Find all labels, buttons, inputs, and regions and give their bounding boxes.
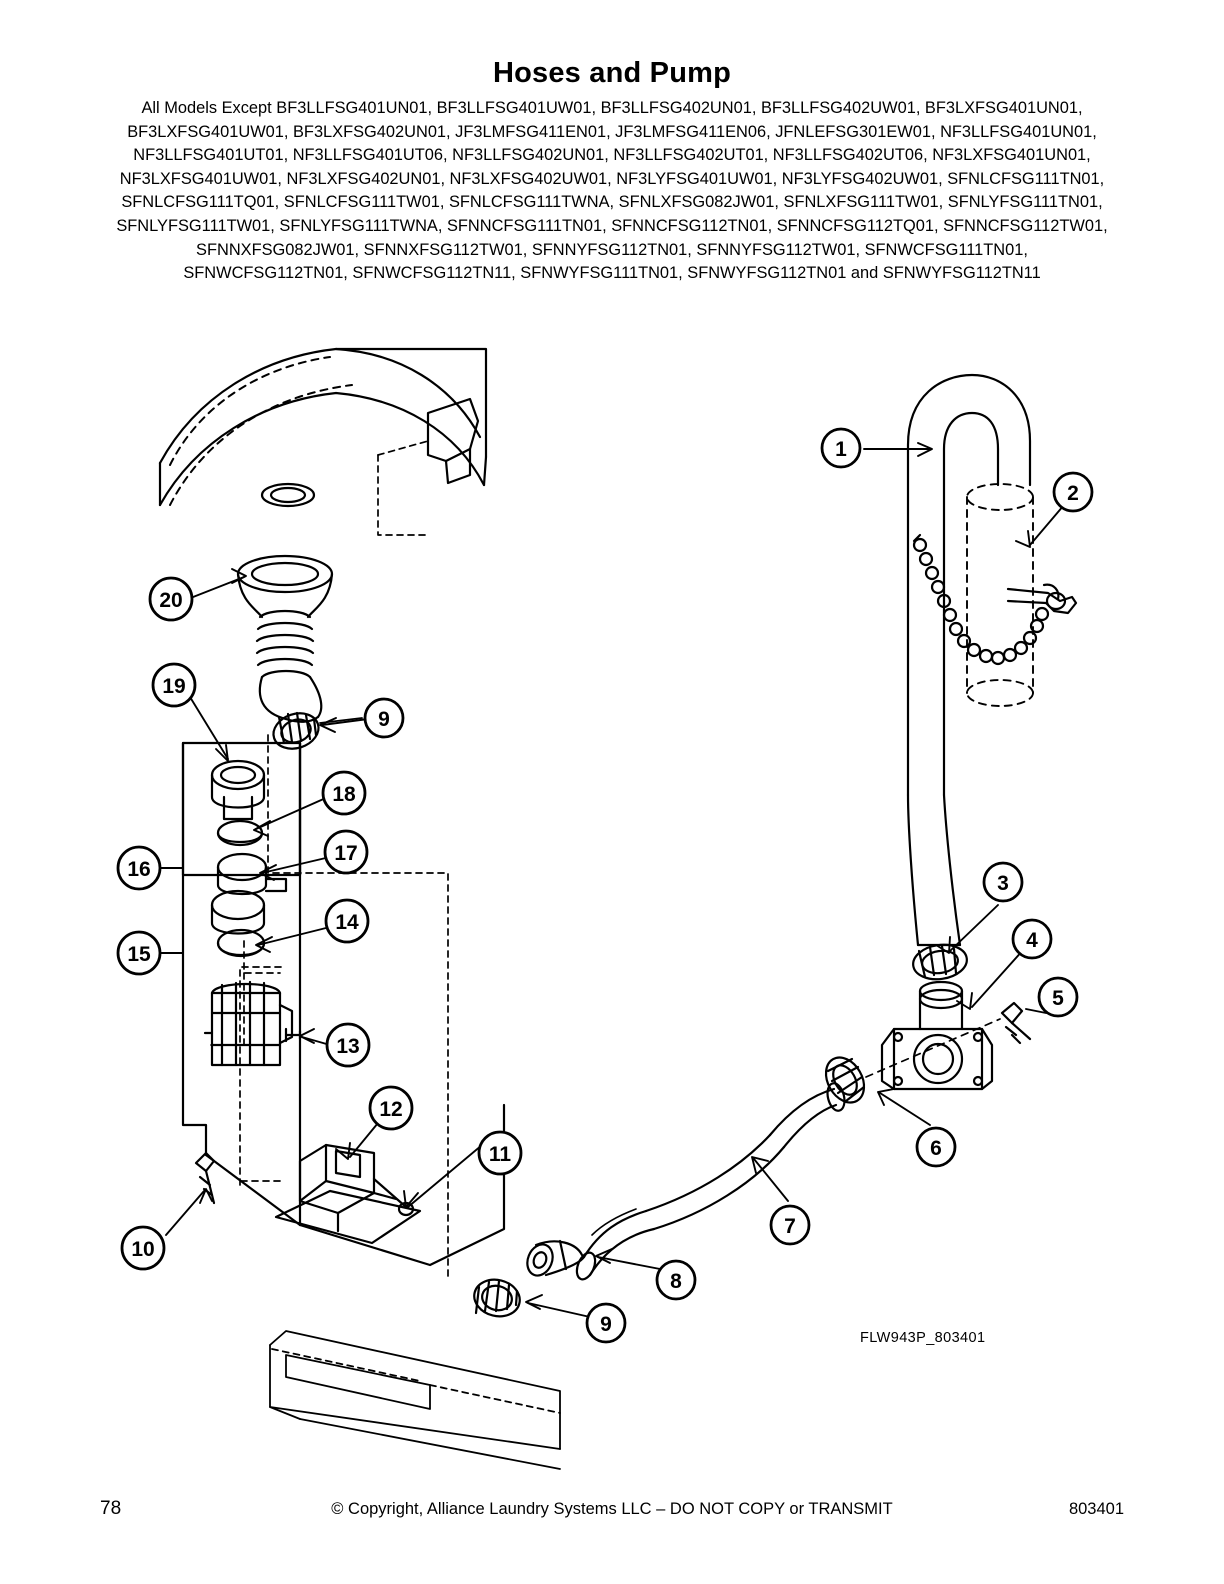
callout-label: 12 xyxy=(379,1098,403,1121)
callout-label: 19 xyxy=(162,675,186,698)
callout-label: 17 xyxy=(334,842,358,865)
callout-15[interactable] xyxy=(118,932,160,974)
callout-label: 11 xyxy=(488,1143,512,1166)
callout-14[interactable] xyxy=(326,900,368,942)
callout-label: 14 xyxy=(335,911,359,934)
callout-label: 1 xyxy=(835,438,847,461)
callout-label: 4 xyxy=(1026,929,1038,952)
callout-16[interactable] xyxy=(118,847,160,889)
copyright-notice: © Copyright, Alliance Laundry Systems LLC – DO NOT COPY or TRANSMIT xyxy=(331,1500,893,1518)
callout-6[interactable] xyxy=(917,1128,955,1166)
callout-5[interactable] xyxy=(1039,978,1077,1016)
figure-code: FLW943P_803401 xyxy=(860,1330,986,1346)
callout-label: 9 xyxy=(600,1313,612,1336)
callout-2[interactable] xyxy=(1054,473,1092,511)
callout-20[interactable] xyxy=(150,578,192,620)
model-list-note: All Models Except BF3LLFSG401UN01, BF3LLFSG401UW01, BF3LLFSG402UN01, BF3LLFSG402UW01, BF3LXFSG401UN01, BF3LXFSG401UW01, BF3LXFSG402UN01, JF3LMFSG411EN01, JF3LMFSG411EN06, JFNLEFSG301EW01, NF3LLFSG401UN01, NF3LLFSG401UT01, NF3LLFSG401UT06, NF3LLFSG402UN01, NF3LLFSG402UT01, NF3LLFSG402UT06, NF3LXFSG401UN01, NF3LXFSG401UW01, NF3LXFSG402UN01, NF3LXFSG402UW01, NF3LYFSG401UW01, NF3LYFSG402UW01, SFNLCFSG111TN01, SFNLCFSG111TQ01, SFNLCFSG111TW01, SFNLCFSG111TWNA, SFNLXFSG082JW01, SFNLXFSG111TW01, SFNLYFSG111TN01, SFNLYFSG111TW01, SFNLYFSG111TWNA, SFNNCFSG111TN01, SFNNCFSG112TN01, SFNNCFSG112TQ01, SFNNCFSG112TW01, SFNNXFSG082JW01, SFNNXFSG112TW01, SFNNYFSG112TN01, SFNNYFSG112TW01, SFNWCFSG111TN01, SFNWCFSG112TN01, SFNWCFSG112TN11, SFNWYFSG111TN01, SFNWYFSG112TN01 and SFNWYFSG112TN11 xyxy=(116,99,1108,283)
callout-9-upper[interactable] xyxy=(365,699,403,737)
callout-4[interactable] xyxy=(1013,920,1051,958)
callout-label: 3 xyxy=(997,872,1009,895)
callout-18[interactable] xyxy=(323,772,365,814)
callout-label: 8 xyxy=(670,1270,682,1293)
callout-9-lower[interactable] xyxy=(587,1304,625,1342)
page-title: Hoses and Pump xyxy=(492,57,732,89)
callout-12[interactable] xyxy=(370,1087,412,1129)
callout-label: 16 xyxy=(127,858,151,881)
callout-label: 2 xyxy=(1067,482,1079,505)
callout-label: 10 xyxy=(131,1238,155,1261)
callout-label: 5 xyxy=(1052,987,1064,1010)
callout-label: 6 xyxy=(930,1137,942,1160)
callout-label: 7 xyxy=(784,1215,796,1238)
document-number: 803401 xyxy=(1068,1500,1124,1518)
callout-label: 13 xyxy=(336,1035,360,1058)
callout-1[interactable] xyxy=(822,429,860,467)
callout-8[interactable] xyxy=(657,1261,695,1299)
callout-17[interactable] xyxy=(325,831,367,873)
exploded-parts-diagram xyxy=(0,345,1224,1480)
callout-label: 18 xyxy=(332,783,356,806)
callout-7[interactable] xyxy=(771,1206,809,1244)
callout-19[interactable] xyxy=(153,664,195,706)
callout-13[interactable] xyxy=(327,1024,369,1066)
callout-10[interactable] xyxy=(122,1227,164,1269)
callout-label: 20 xyxy=(159,589,183,612)
callout-label: 9 xyxy=(378,708,390,731)
page-number: 78 xyxy=(100,1498,122,1519)
callout-label: 15 xyxy=(127,943,151,966)
callout-11[interactable] xyxy=(479,1132,521,1174)
callout-3[interactable] xyxy=(984,863,1022,901)
